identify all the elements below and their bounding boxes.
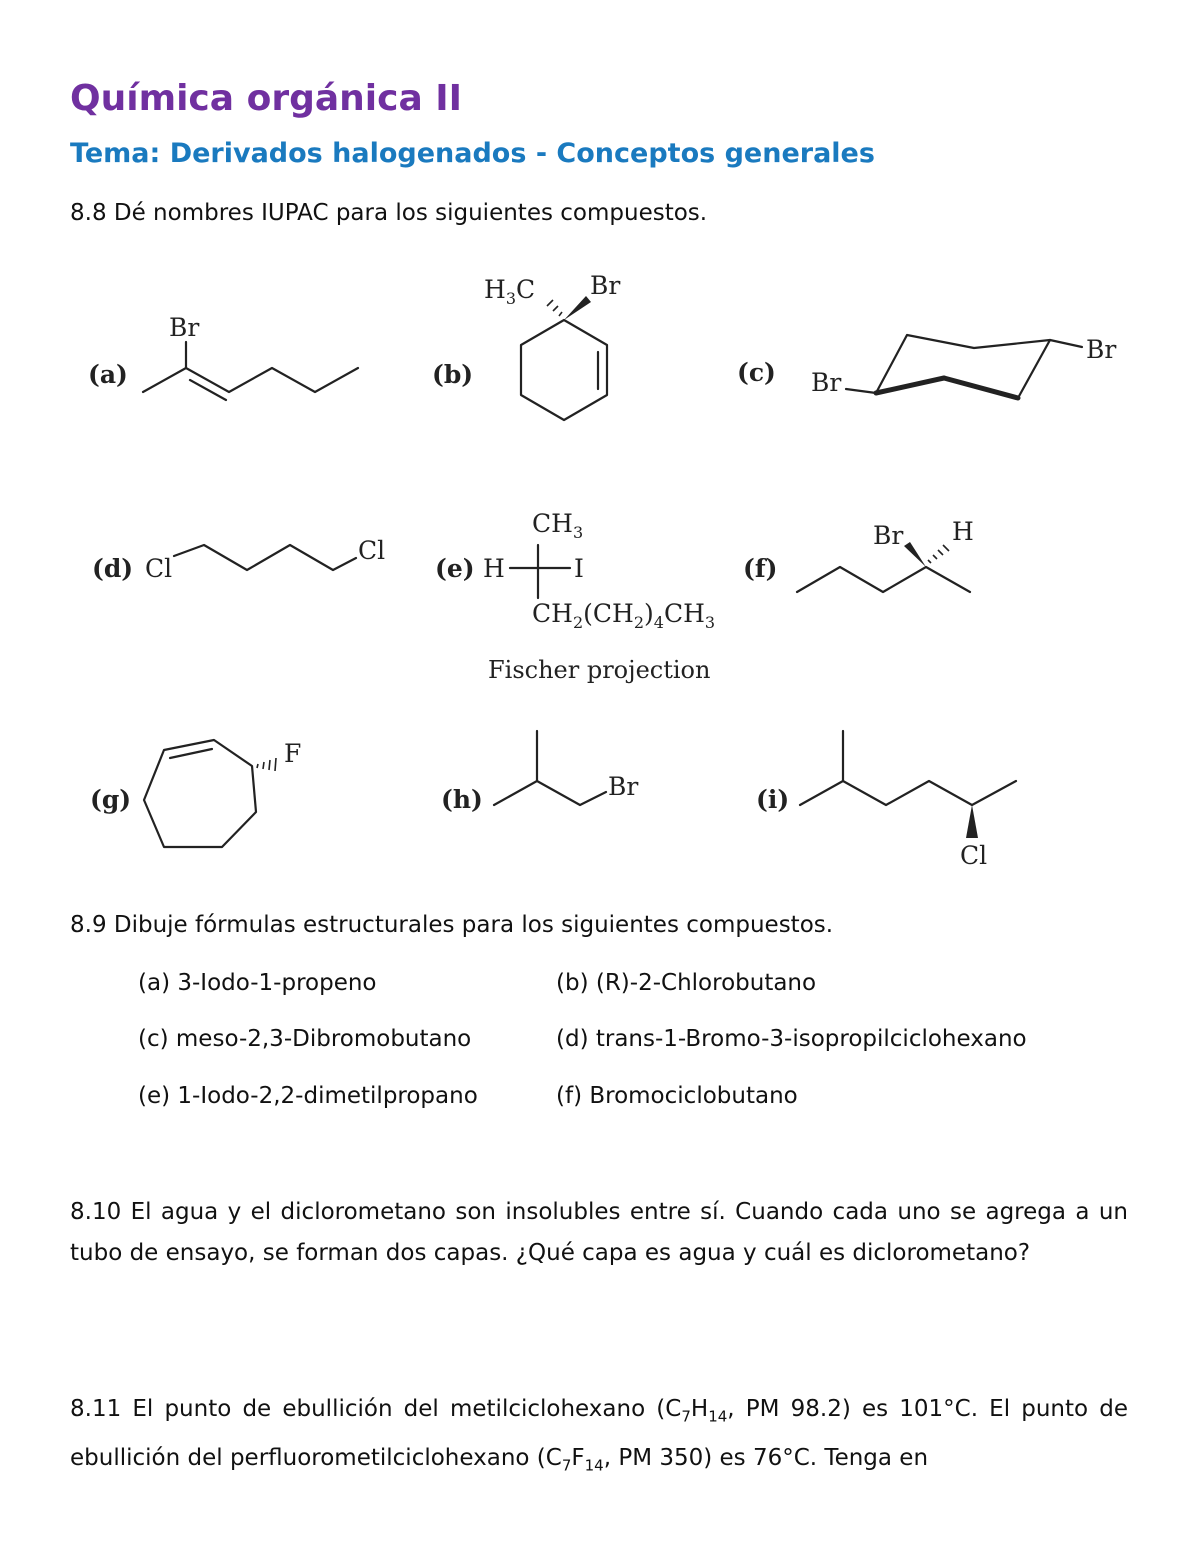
topic-subtitle: Tema: Derivados halogenados - Conceptos generales <box>70 138 875 169</box>
atom-h-f: H <box>952 517 974 546</box>
question-8-9-prompt: 8.9 Dibuje fórmulas estructurales para los siguientes compuestos. <box>70 912 834 938</box>
page-title: Química orgánica II <box>70 78 463 119</box>
atom-ch3-e: $CH_3$ <box>532 509 584 542</box>
q89-item-a: (a) 3-Iodo-1-propeno <box>138 970 377 996</box>
atom-br-c2: Br <box>811 368 842 397</box>
label-g: (g) <box>90 785 132 814</box>
atom-br-h: Br <box>608 772 639 801</box>
q89-item-f: (f) Bromociclobutano <box>556 1083 798 1109</box>
q89-item-c: (c) meso-2,3-Dibromobutano <box>138 1026 472 1052</box>
atom-f-g: F <box>284 739 302 768</box>
atom-cl-d2: Cl <box>358 536 386 565</box>
question-8-8-prompt: 8.8 Dé nombres IUPAC para los siguientes compuestos. <box>70 200 708 226</box>
atom-chain-e: $CH_2(CH_2)_4CH_3$ <box>532 599 716 632</box>
structure-b <box>484 271 620 420</box>
structure-d <box>145 536 385 583</box>
question-8-10-text: 8.10 El agua y el diclorometano son insolubles entre sí. Cuando cada uno se agrega a un tubo de ensayo, se forman dos capas. ¿Qué capa es agua y cuál es diclorometano? <box>70 1199 1128 1266</box>
structure-h <box>494 731 638 805</box>
q89-item-e: (e) 1-Iodo-2,2-dimetilpropano <box>138 1083 478 1109</box>
label-f: (f) <box>743 554 778 583</box>
structure-c <box>811 335 1116 398</box>
atom-h3c-b: $H_3C$ <box>484 275 536 308</box>
label-h: (h) <box>441 785 483 814</box>
label-c: (c) <box>737 358 776 387</box>
atom-cl-d1: Cl <box>145 554 173 583</box>
structure-g <box>144 739 301 847</box>
label-d: (d) <box>92 554 134 583</box>
label-i: (i) <box>756 785 790 814</box>
atom-br-c1: Br <box>1086 335 1117 364</box>
atom-cl-i: Cl <box>960 841 988 870</box>
structure-a <box>143 313 358 400</box>
question-8-11-text: 8.11 El punto de ebullición del metilciclohexano ($C_7H_{14}$, PM 98.2) es 101°C. El punto de ebullición del perfluorometilciclohexano ($C_7F_{14}$, PM 350) es 76°C. Tenga en <box>70 1396 1128 1475</box>
q89-item-b: (b) (R)-2-Chlorobutano <box>556 970 817 996</box>
fischer-caption: Fischer projection <box>488 656 711 684</box>
label-b: (b) <box>432 360 474 389</box>
atom-h-e: H <box>483 554 505 583</box>
atom-br-b: Br <box>590 271 621 300</box>
structure-i <box>800 731 1016 870</box>
atom-br-f: Br <box>873 521 904 550</box>
label-a: (a) <box>88 360 128 389</box>
atom-br-a: Br <box>169 313 200 342</box>
structure-f <box>797 517 974 592</box>
label-e: (e) <box>435 554 475 583</box>
atom-i-e: I <box>574 554 584 583</box>
structure-e-fischer <box>483 509 715 632</box>
q89-item-d: (d) trans-1-Bromo-3-isopropilciclohexano <box>556 1026 1027 1052</box>
